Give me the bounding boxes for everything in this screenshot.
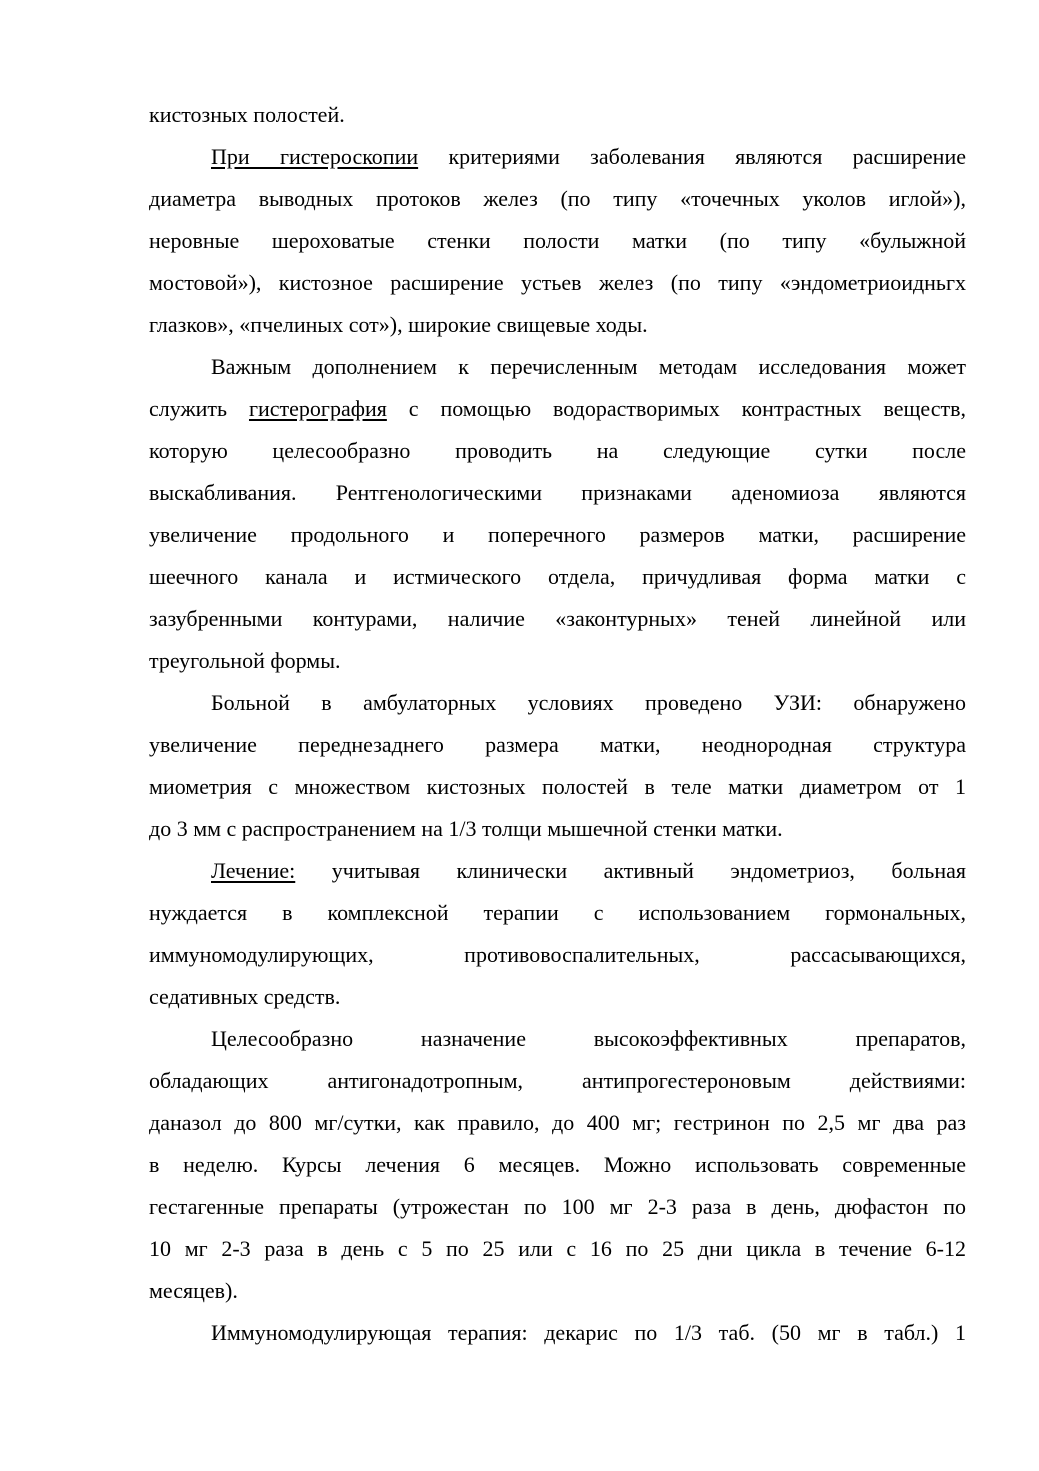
paragraph-immunotherapy [149,1312,966,1354]
text-line: Целесообразно назначение высокоэффективных препаратов, [211,1026,966,1051]
text-line: обладающих антигонадотропным, антипрогестероновым действиями: [149,1068,966,1093]
text-fragment: служить [149,396,249,421]
text-line: глазков», «пчелиных сот»), широкие свищевые ходы. [149,312,648,337]
text-line: иммуномодулирующих, противовоспалительных, рассасывающихся, [149,942,966,967]
text-line: которую целесообразно проводить на следующие сутки после [149,438,966,463]
text-line [149,388,966,430]
text-line: гестагенные препараты (утрожестан по 100 мг 2-3 раза в день, дюфастон по [149,1194,966,1219]
paragraph-hysterography [149,346,966,682]
text-line: увеличение переднезаднего размера матки, неоднородная структура [149,732,966,757]
text-line: даназол до 800 мг/сутки, как правило, до 400 мг; гестринон по 2,5 мг два раз [149,1110,966,1135]
text-line: седативных средств. [149,984,341,1009]
document-page [149,94,966,1354]
text-line: увеличение продольного и поперечного размеров матки, расширение [149,522,966,547]
text-line: Важным дополнением к перечисленным методам исследования может [211,354,966,379]
underlined-term-hysterography: гистерография [248,396,387,421]
text-line: шеечного канала и истмического отдела, причудливая форма матки с [149,564,966,589]
text-line: миометрия с множеством кистозных полостей в теле матки диаметром от 1 [149,774,966,799]
paragraph-drugs [149,1018,966,1312]
text-fragment: с помощью водорастворимых контрастных веществ, [386,396,966,421]
underlined-term-treatment: Лечение: [211,858,296,883]
paragraph-ultrasound [149,682,966,850]
text-line: зазубренными контурами, наличие «законтурных» теней линейной или [149,606,966,631]
text-line: мостовой»), кистозное расширение устьев желез (по типу «эндометриоидньгх [149,270,966,295]
text-line [149,136,966,178]
text-line: до 3 мм с распространением на 1/3 толщи мышечной стенки матки. [149,816,783,841]
text-fragment: учитывая клинически активный эндометриоз, больная [295,858,966,883]
text-line: в неделю. Курсы лечения 6 месяцев. Можно использовать современные [149,1152,966,1177]
underlined-term-hysteroscopy: При гистероскопии [211,144,419,169]
text-line: Больной в амбулаторных условиях проведено УЗИ: обнаружено [211,690,966,715]
text-line: диаметра выводных протоков желез (по типу «точечных уколов иглой»), [149,186,966,211]
text-line: треугольной формы. [149,648,341,673]
text-fragment: критериями заболевания являются расширение [418,144,966,169]
paragraph-cyst-end [149,94,966,136]
text-line: месяцев). [149,1278,238,1303]
paragraph-treatment [149,850,966,1018]
text-line: неровные шероховатые стенки полости матки (по типу «булыжной [149,228,966,253]
text-line [149,850,966,892]
text-line: выскабливания. Рентгенологическими признаками аденомиоза являются [149,480,966,505]
text-line: 10 мг 2-3 раза в день с 5 по 25 или с 16 по 25 дни цикла в течение 6-12 [149,1236,966,1261]
text-line: Иммуномодулирующая терапия: декарис по 1/3 таб. (50 мг в табл.) 1 [211,1320,966,1345]
paragraph-hysteroscopy [149,136,966,346]
text-line: кистозных полостей. [149,102,345,127]
text-line: нуждается в комплексной терапии с использованием гормональных, [149,900,966,925]
